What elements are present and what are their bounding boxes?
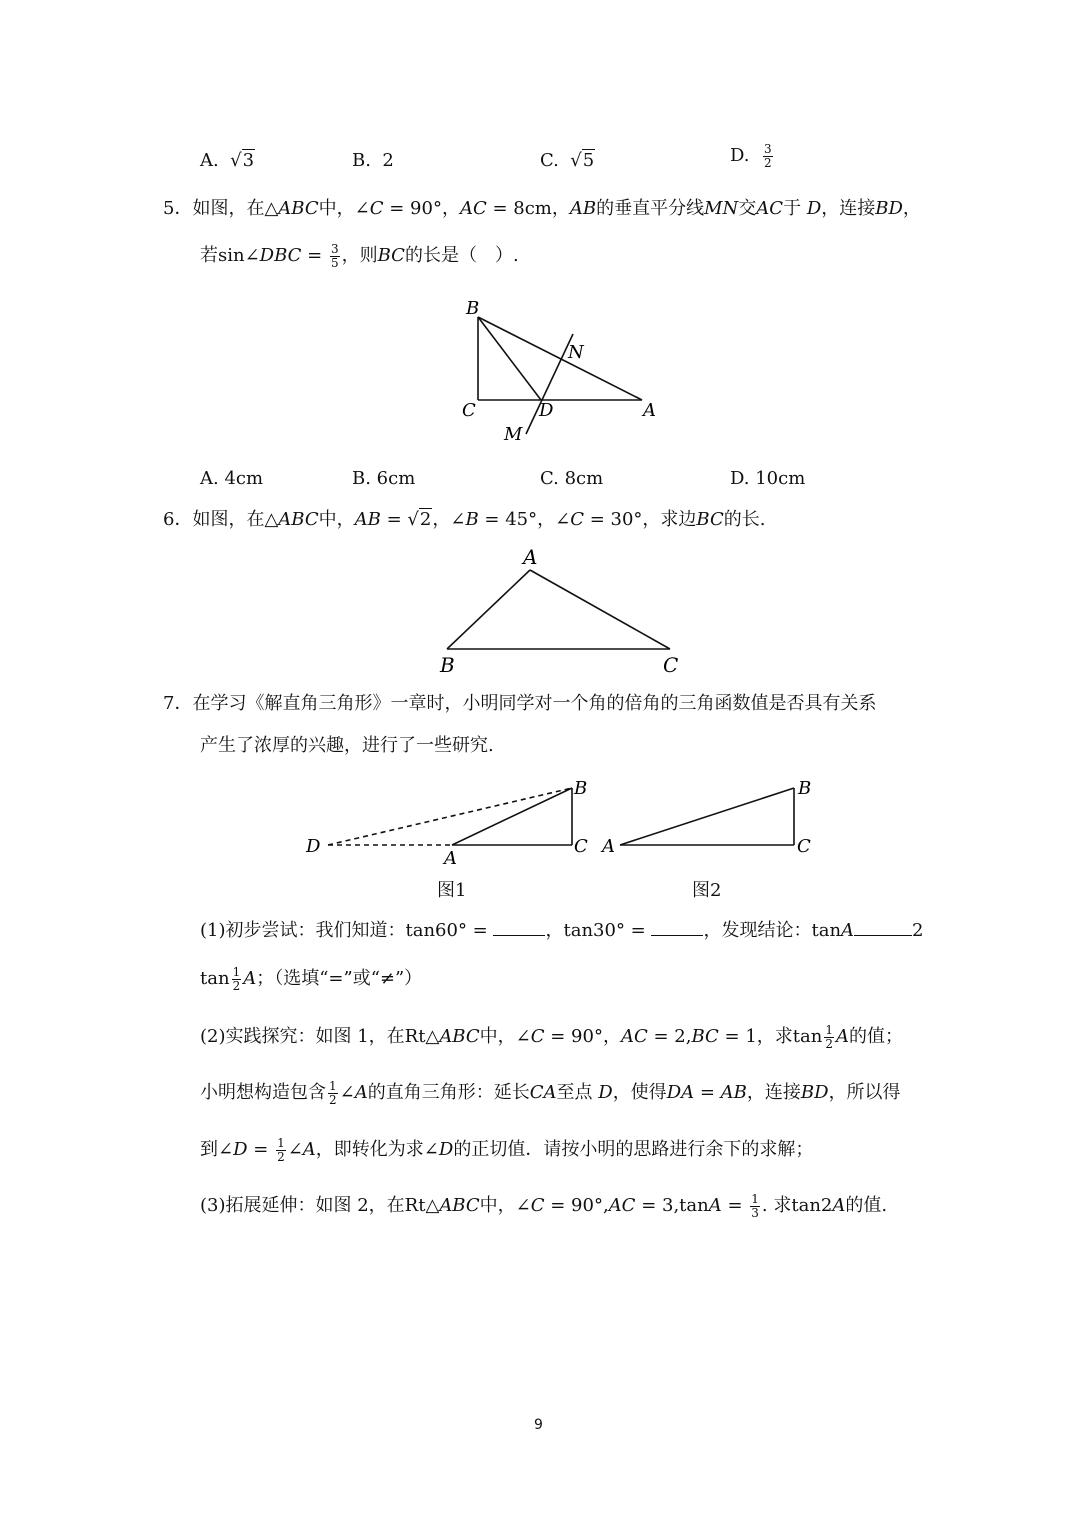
q6-figure (430, 540, 700, 680)
fig2-label-c: C (797, 836, 811, 857)
q7-part3: (3)拓展延伸：如图 2，在Rt△ABC中，∠C = 90°,AC = 3,tanA = $\frac{1}{3}$ . 求tan2A的值. (200, 1192, 888, 1220)
answer-blank-2[interactable] (651, 921, 703, 936)
q4-option-d: D. $\frac{3}{2}$ (730, 142, 772, 170)
q5-label-n: N (568, 342, 584, 363)
q5-option-d: D. 10cm (730, 468, 806, 489)
q5-segment-ba (478, 317, 642, 400)
q6-label-b: B (440, 653, 455, 677)
q7-part2-line1: (2)实践探究：如图 1，在Rt△ABC中，∠C = 90°，AC = 2,BC = 1，求tan $\frac{1}{2}$ A的值； (200, 1023, 903, 1051)
fig1-label-c: C (574, 836, 588, 857)
q5-label-a: A (643, 400, 656, 421)
q4-option-a: A. √3 (200, 150, 255, 171)
q6-segment-ac (530, 570, 670, 649)
q7-part1-line1: (1)初步尝试：我们知道：tan60° = ，tan30° = ，发现结论：tanA 2 (200, 920, 924, 941)
q7-fig1-caption: 图1 (437, 880, 467, 901)
q5-segment-bd (478, 317, 541, 400)
q7-line1: 7．在学习《解直角三角形》一章时，小明同学对一个角的倍角的三角函数值是否具有关系 (163, 693, 877, 714)
q6-label-c: C (663, 653, 679, 677)
q7-part1-line2: tan $\frac{1}{2}$ A；（选填“=”或“≠”） (200, 965, 423, 993)
q7-figure2 (598, 770, 828, 870)
q5-label-m: M (504, 424, 523, 445)
q7-figure1 (300, 770, 600, 870)
q6-segment-ab (447, 570, 530, 649)
q6-label-a: A (523, 545, 538, 569)
fig2-label-b: B (798, 778, 812, 799)
q5-line2: 若sin∠DBC = $\frac{3}{5}$ ，则BC的长是（ ）. (200, 242, 519, 270)
answer-blank-1[interactable] (493, 921, 545, 936)
q7-part2-line2: 小明想构造包含 $\frac{1}{2}$ ∠A的直角三角形：延长CA至点 D，使得DA = AB，连接BD，所以得 (200, 1079, 901, 1107)
q6-text: 6．如图，在△ABC中，AB = √2，∠B = 45°，∠C = 30°，求边BC的长. (163, 509, 766, 530)
q5-line1: 5．如图，在△ABC中，∠C = 90°，AC = 8cm，AB的垂直平分线MN交AC于 D，连接BD， (163, 198, 921, 219)
q5-figure (440, 292, 680, 452)
page-number: 9 (534, 1417, 543, 1433)
fig2-label-a: A (602, 836, 615, 857)
q4-option-b: B. 2 (352, 150, 394, 171)
fig1-segment-ab (452, 788, 572, 845)
fig2-segment-ab (620, 788, 794, 845)
fig1-label-b: B (574, 778, 588, 799)
q7-part2-line3: 到∠D = $\frac{1}{2}$ ∠A，即转化为求∠D的正切值．请按小明的思路进行余下的求解； (200, 1136, 814, 1164)
answer-blank-3[interactable] (854, 921, 912, 936)
q7-line2: 产生了浓厚的兴趣，进行了一些研究. (200, 735, 494, 756)
fig1-segment-db (328, 788, 572, 845)
q4-option-c: C. √5 (540, 150, 595, 171)
q5-option-b: B. 6cm (352, 468, 416, 489)
q5-option-a: A. 4cm (200, 468, 264, 489)
q5-label-b: B (466, 298, 480, 319)
fig1-label-d: D (306, 836, 321, 857)
q5-label-c: C (462, 400, 476, 421)
q5-label-d: D (539, 400, 554, 421)
q7-fig2-caption: 图2 (692, 880, 722, 901)
q5-option-c: C. 8cm (540, 468, 604, 489)
fig1-label-a: A (444, 848, 457, 869)
